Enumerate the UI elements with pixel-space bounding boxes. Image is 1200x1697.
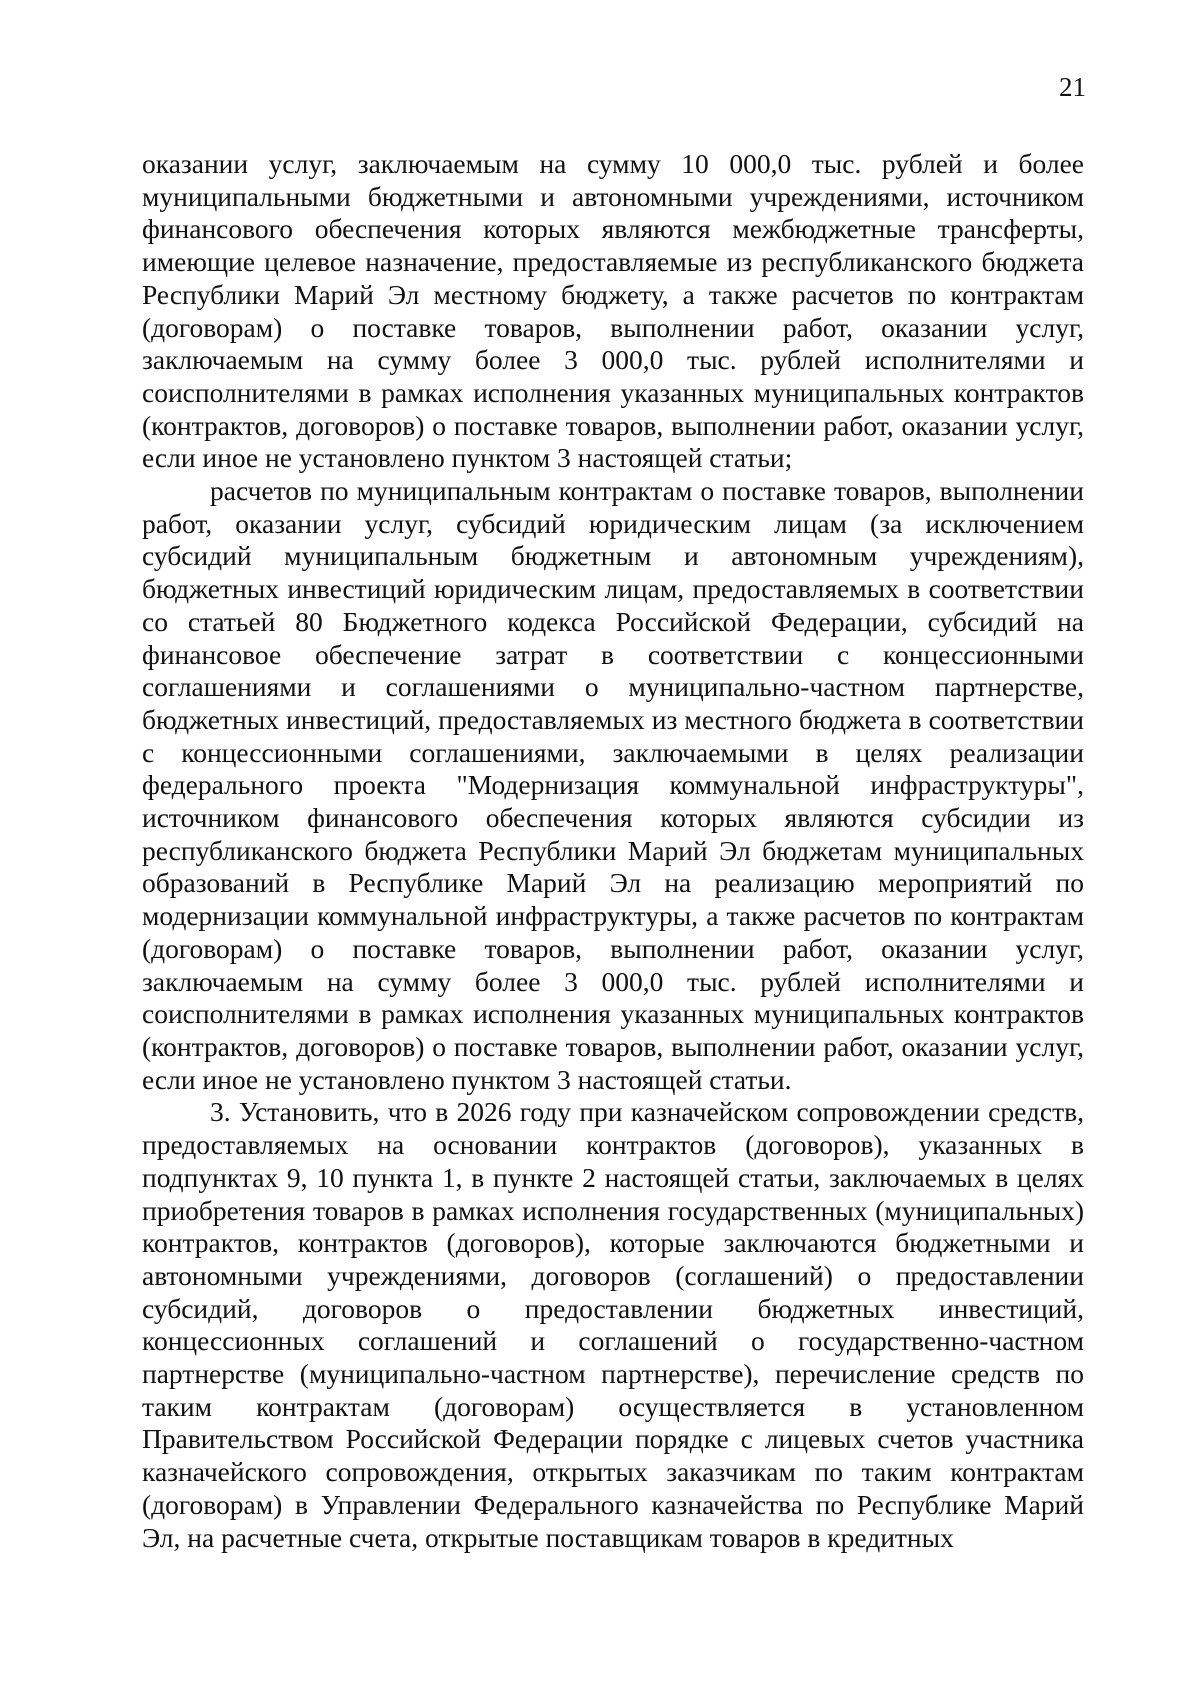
paragraph-settlements: расчетов по муниципальным контрактам о поставке товаров, выполнении работ, оказании услуг, субсидий юридическим лицам (за исключением субсидий муниципальным бюджетным и автономным учреждениям), бюджетных инвестиций юридическим лицам, предоставляемых в соответствии со статьей 80 Бюджетного кодекса Российской Федерации, субсидий на финансовое обеспечение затрат в соответствии с концессионными соглашениями и соглашениями о муниципально-частном партнерстве, бюджетных инвестиций, предоставляемых из местного бюджета в соответствии с концессионными соглашениями, заключаемыми в целях реализации федерального проекта "Модернизация коммунальной инфраструктуры", источником финансового обеспечения которых являются субсидии из республиканского бюджета Республики Марий Эл бюджетам муниципальных образований в Республике Марий Эл на реализацию мероприятий по модернизации коммунальной инфраструктуры, а также расчетов по контрактам (договорам) о поставке товаров, выполнении работ, оказании услуг, заключаемым на сумму более 3 000,0 тыс. рублей исполнителями и соисполнителями в рамках исполнения указанных муниципальных контрактов (контрактов, договоров) о поставке товаров, выполнении работ, оказании услуг, если иное не установлено пунктом 3 настоящей статьи. bbox=[142, 475, 1084, 1095]
page-number: 21 bbox=[1059, 72, 1086, 102]
paragraph-item-3: 3. Установить, что в 2026 году при казначейском сопровождении средств, предоставляемых на основании контрактов (договоров), указанных в подпунктах 9, 10 пункта 1, в пункте 2 настоящей статьи, заключаемых в целях приобретения товаров в рамках исполнения государственных (муниципальных) контрактов, контрактов (договоров), которые заключаются бюджетными и автономными учреждениями, договоров (соглашений) о предоставлении субсидий, договоров о предоставлении бюджетных инвестиций, концессионных соглашений и соглашений о государственно-частном партнерстве (муниципально-частном партнерстве), перечисление средств по таким контрактам (договорам) осуществляется в установленном Правительством Российской Федерации порядке с лицевых счетов участника казначейского сопровождения, открытых заказчикам по таким контрактам (договорам) в Управлении Федерального казначейства по Республике Марий Эл, на расчетные счета, открытые поставщикам товаров в кредитных bbox=[142, 1096, 1084, 1553]
paragraph-continuation: оказании услуг, заключаемым на сумму 10 000,0 тыс. рублей и более муниципальными бюджетными и автономными учреждениями, источником финансового обеспечения которых являются межбюджетные трансферты, имеющие целевое назначение, предоставляемые из республиканского бюджета Республики Марий Эл местному бюджету, а также расчетов по контрактам (договорам) о поставке товаров, выполнении работ, оказании услуг, заключаемым на сумму более 3 000,0 тыс. рублей исполнителями и соисполнителями в рамках исполнения указанных муниципальных контрактов (контрактов, договоров) о поставке товаров, выполнении работ, оказании услуг, если иное не установлено пунктом 3 настоящей статьи; bbox=[142, 148, 1084, 474]
document-body bbox=[142, 148, 1084, 1554]
